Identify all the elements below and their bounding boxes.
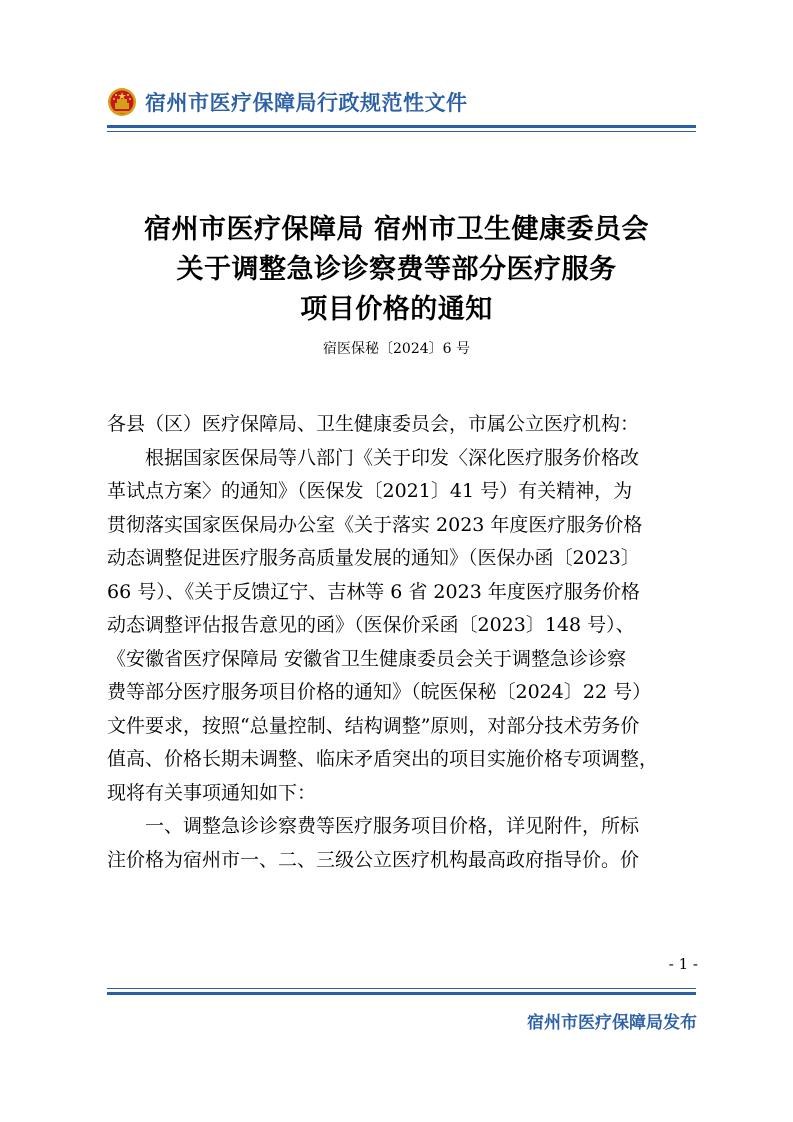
title-line: 关于调整急诊诊察费等部分医疗服务 <box>176 254 617 285</box>
body-line: 值高、价格长期未调整、临床矛盾突出的项目实施价格专项调整， <box>107 748 659 770</box>
body-line: 费等部分医疗服务项目价格的通知》（皖医保秘〔2024〕22 号） <box>107 681 652 703</box>
body-line: 一、调整急诊诊察费等医疗服务项目价格，详见附件，所标 <box>145 815 640 837</box>
footer-rule-thick <box>107 992 696 995</box>
footer-rule-thin <box>107 988 696 989</box>
document-title <box>0 210 793 330</box>
title-line: 项目价格的通知 <box>300 294 493 325</box>
document-number: 宿医保秘〔2024〕6 号 <box>323 341 470 357</box>
body-line: 动态调整评估报告意见的函》（医保价采函〔2023〕148 号）、 <box>107 614 635 636</box>
body-line: 现将有关事项通知如下： <box>107 781 317 804</box>
header-rule-thin <box>107 131 696 132</box>
body-line: 66 号）、《关于反馈辽宁、吉林等 6 省 2023 年度医疗服务价格 <box>107 580 640 603</box>
body-line: 注价格为宿州市一、二、三级公立医疗机构最高政府指导价。价 <box>107 848 640 871</box>
publisher-footer: 宿州市医疗保障局发布 <box>527 1013 697 1033</box>
body-line: 动态调整促进医疗服务高质量发展的通知》（医保办函〔2023〕 <box>107 547 640 569</box>
header-rule-thick <box>107 125 696 128</box>
body-line: 《安徽省医疗保障局 安徽省卫生健康委员会关于调整急诊诊察 <box>107 647 627 670</box>
body-line: 贯彻落实国家医保局办公室《关于落实 2023 年度医疗服务价格 <box>107 513 643 536</box>
document-body <box>107 408 697 877</box>
national-emblem-icon <box>107 87 137 117</box>
letterhead-title: 宿州市医疗保障局行政规范性文件 <box>145 91 468 115</box>
body-line: 革试点方案〉的通知》（医保发〔2021〕41 号）有关精神，为 <box>107 480 633 502</box>
title-line: 宿州市医疗保障局 宿州市卫生健康委员会 <box>144 214 649 245</box>
letterhead <box>107 84 697 120</box>
body-line: 根据国家医保局等八部门《关于印发〈深化医疗服务价格改 <box>145 446 640 469</box>
salutation: 各县（区）医疗保障局、卫生健康委员会，市属公立医疗机构： <box>107 413 640 435</box>
body-line: 文件要求，按照“总量控制、结构调整”原则，对部分技术劳务价 <box>107 714 640 737</box>
page-number: - 1 - <box>668 955 698 973</box>
